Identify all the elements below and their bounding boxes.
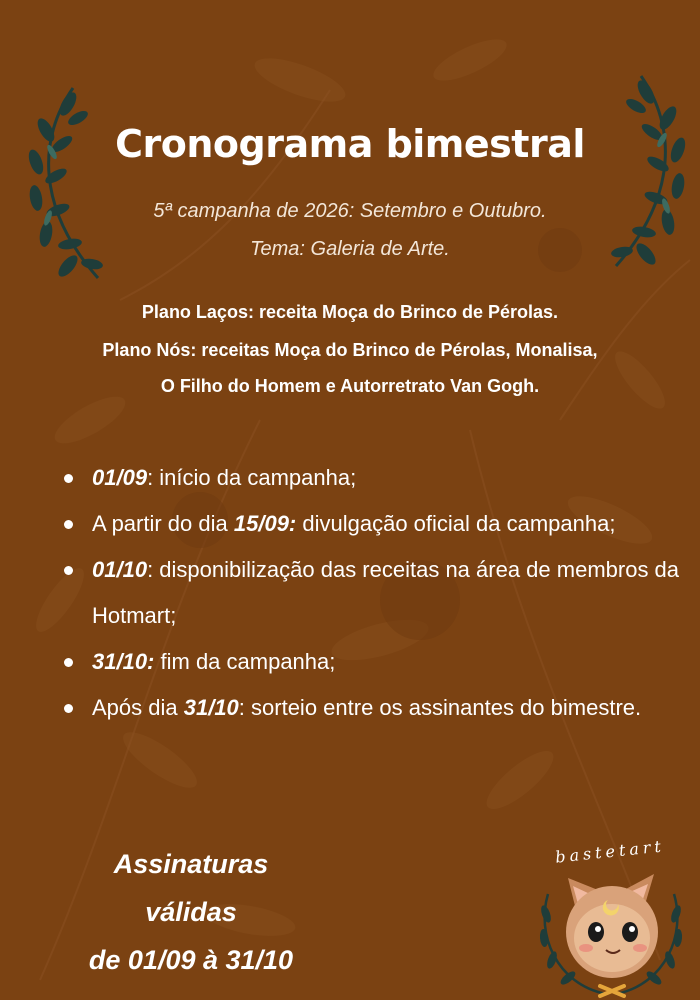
schedule-item-text: : sorteio entre os assinantes do bimestre. xyxy=(238,695,642,720)
plan-lacos-text: Plano Laços: receita Moça do Brinco de Pérolas. xyxy=(141,302,559,322)
schedule-item-text: divulgação oficial da campanha; xyxy=(296,511,616,536)
schedule-item-prefix: Após dia xyxy=(92,695,184,720)
campaign-subtitle: 5ª campanha de 2026: Setembro e Outubro. xyxy=(153,200,547,222)
logo-wordmark: bastetart xyxy=(554,836,666,867)
schedule-item-date: 31/10: xyxy=(92,649,155,674)
schedule-item-text: : disponibilização das receitas na área de membros da Hotmart; xyxy=(92,557,680,628)
schedule-item-draw xyxy=(60,685,680,731)
validity-note xyxy=(66,840,316,984)
theme-subtitle: Tema: Galeria de Arte. xyxy=(250,238,450,260)
schedule-item-date: 01/10 xyxy=(92,557,148,582)
schedule-item-recipes xyxy=(60,547,680,639)
plan-nos-text: Plano Nós: receitas Moça do Brinco de Pérolas, Monalisa, xyxy=(102,340,598,360)
schedule-item-prefix: A partir do dia xyxy=(92,511,234,536)
bastetart-logo xyxy=(526,834,696,1000)
page-title: Cronograma bimestral xyxy=(115,122,585,166)
schedule-item-text: : início da campanha; xyxy=(147,465,357,490)
schedule-item-date: 01/09 xyxy=(92,465,148,490)
schedule-item-date: 15/09: xyxy=(233,511,297,536)
validity-line-2: de 01/09 à 31/10 xyxy=(88,945,294,975)
schedule-item-end xyxy=(60,639,680,685)
plan-nos-text-continued: O Filho do Homem e Autorretrato Van Gogh. xyxy=(160,376,540,396)
schedule-item-date: 31/10 xyxy=(183,695,239,720)
schedule-list xyxy=(60,455,680,731)
validity-line-1: Assinaturas válidas xyxy=(113,849,269,927)
schedule-item-start xyxy=(60,455,680,501)
schedule-item-text: fim da campanha; xyxy=(154,649,336,674)
schedule-item-announcement xyxy=(60,501,680,547)
